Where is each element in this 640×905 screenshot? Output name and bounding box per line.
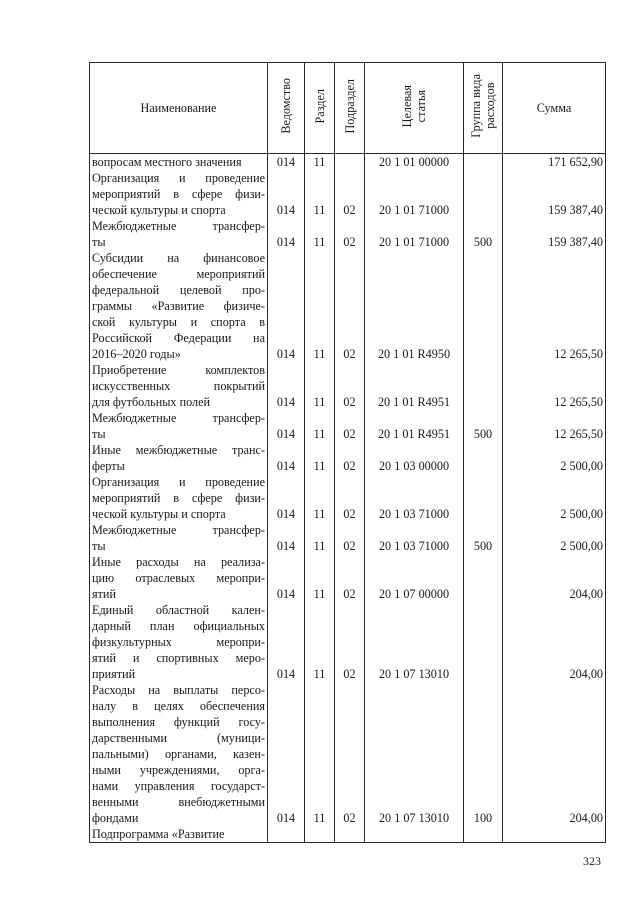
row-summa: 2 500,00 (503, 522, 606, 554)
row-name-line: Иные межбюджетные транс- (92, 443, 265, 457)
row-razdel: 11 (305, 442, 335, 474)
header-podrazdel-text: Подраздел (342, 78, 357, 134)
row-gruppa (464, 442, 503, 474)
header-celevaya (365, 63, 464, 154)
header-name (90, 63, 268, 154)
row-name-line: ской культуры и спорта в (92, 315, 265, 329)
table-row (90, 522, 606, 554)
header-gruppa-text (469, 74, 497, 138)
row-name-line: мероприятий в сфере физи- (92, 491, 265, 505)
row-name-line: Организация и проведение (92, 171, 265, 185)
row-vedomstvo (268, 826, 305, 843)
header-summa-text: Сумма (536, 101, 572, 115)
row-name (90, 474, 268, 522)
row-vedomstvo: 014 (268, 154, 305, 171)
row-celevaya: 20 1 01 71000 (365, 218, 464, 250)
row-celevaya: 20 1 01 R4951 (365, 410, 464, 442)
table-row (90, 170, 606, 218)
row-name (90, 554, 268, 602)
table-row (90, 474, 606, 522)
row-vedomstvo: 014 (268, 362, 305, 410)
row-name-line: Организация и проведение (92, 475, 265, 489)
table-row (90, 442, 606, 474)
row-celevaya: 20 1 07 13010 (365, 602, 464, 682)
row-name-line: Межбюджетные трансфер- (92, 523, 265, 537)
row-name-line: ты (92, 235, 106, 249)
header-summa (503, 63, 606, 154)
row-name-line: Единый областной кален- (92, 603, 265, 617)
row-razdel: 11 (305, 218, 335, 250)
row-podrazdel: 02 (335, 554, 365, 602)
row-podrazdel (335, 154, 365, 171)
row-name-line: вопросам местного значения (92, 155, 242, 169)
row-razdel: 11 (305, 362, 335, 410)
row-gruppa (464, 474, 503, 522)
row-gruppa (464, 826, 503, 843)
row-name (90, 170, 268, 218)
row-name-line: Расходы на выплаты персо- (92, 683, 265, 697)
row-podrazdel: 02 (335, 474, 365, 522)
row-name-line: нами управления государст- (92, 779, 265, 793)
row-celevaya: 20 1 03 00000 (365, 442, 464, 474)
header-celevaya-line1: Целевая (400, 84, 414, 128)
row-podrazdel: 02 (335, 170, 365, 218)
row-name-line: для футбольных полей (92, 395, 211, 409)
header-celevaya-line2: статья (414, 89, 428, 123)
row-summa: 204,00 (503, 602, 606, 682)
row-name-line: ферты (92, 459, 125, 473)
row-name-line: выполнения функций госу- (92, 715, 265, 729)
header-gruppa-line2: расходов (483, 82, 497, 130)
row-name-line: налу в целях обеспечения (92, 699, 265, 713)
row-name (90, 522, 268, 554)
row-summa: 12 265,50 (503, 362, 606, 410)
table-row (90, 554, 606, 602)
table-row (90, 250, 606, 362)
table-row (90, 362, 606, 410)
row-podrazdel: 02 (335, 602, 365, 682)
row-vedomstvo: 014 (268, 410, 305, 442)
row-vedomstvo: 014 (268, 602, 305, 682)
row-name-line: фондами (92, 811, 139, 825)
row-razdel: 11 (305, 410, 335, 442)
header-name-text: Наименование (140, 101, 217, 115)
row-name-line: венными внебюджетными (92, 795, 265, 809)
header-celevaya-text (400, 85, 428, 127)
row-celevaya: 20 1 01 71000 (365, 170, 464, 218)
row-name-line: искусственных покрытий (92, 379, 265, 393)
row-vedomstvo: 014 (268, 218, 305, 250)
row-celevaya: 20 1 07 13010 (365, 682, 464, 826)
row-summa: 2 500,00 (503, 442, 606, 474)
row-gruppa (464, 362, 503, 410)
header-razdel-text: Раздел (312, 88, 327, 124)
row-name (90, 602, 268, 682)
row-celevaya (365, 826, 464, 843)
row-razdel: 11 (305, 170, 335, 218)
row-name (90, 682, 268, 826)
table-row (90, 602, 606, 682)
budget-table (89, 62, 606, 843)
page-number: 323 (583, 854, 601, 868)
row-name (90, 410, 268, 442)
row-summa: 2 500,00 (503, 474, 606, 522)
row-celevaya: 20 1 01 R4951 (365, 362, 464, 410)
row-name-line: дарный план официальных (92, 619, 265, 633)
row-podrazdel: 02 (335, 682, 365, 826)
row-name-line: цию отраслевых меропри- (92, 571, 265, 585)
table-body (90, 154, 606, 843)
row-podrazdel: 02 (335, 362, 365, 410)
row-summa: 204,00 (503, 682, 606, 826)
row-name-line: ты (92, 539, 106, 553)
row-name-line: ческой культуры и спорта (92, 203, 226, 217)
row-celevaya: 20 1 07 00000 (365, 554, 464, 602)
table-row (90, 682, 606, 826)
row-gruppa: 500 (464, 522, 503, 554)
row-name-line: Иные расходы на реализа- (92, 555, 265, 569)
row-vedomstvo: 014 (268, 474, 305, 522)
row-gruppa: 500 (464, 218, 503, 250)
row-podrazdel (335, 826, 365, 843)
row-summa (503, 826, 606, 843)
row-name-line: мероприятий в сфере физи- (92, 187, 265, 201)
row-summa: 159 387,40 (503, 218, 606, 250)
header-gruppa-line1: Группа вида (469, 74, 483, 138)
row-razdel: 11 (305, 602, 335, 682)
table-row (90, 826, 606, 843)
row-razdel: 11 (305, 154, 335, 171)
row-razdel: 11 (305, 250, 335, 362)
row-name-line: физкультурных меропри- (92, 635, 265, 649)
row-podrazdel: 02 (335, 410, 365, 442)
row-summa: 12 265,50 (503, 250, 606, 362)
row-name-line: дарственными (муници- (92, 731, 265, 745)
header-vedomstvo (268, 63, 305, 154)
header-gruppa (464, 63, 503, 154)
row-summa: 159 387,40 (503, 170, 606, 218)
row-name-line: федеральной целевой про- (92, 283, 265, 297)
row-razdel (305, 826, 335, 843)
row-podrazdel: 02 (335, 218, 365, 250)
row-name-line: приятий (92, 667, 136, 681)
row-name (90, 362, 268, 410)
row-gruppa (464, 554, 503, 602)
row-gruppa (464, 170, 503, 218)
row-name-line: Межбюджетные трансфер- (92, 411, 265, 425)
row-name-line: пальными) органами, казен- (92, 747, 265, 761)
header-vedomstvo-text: Ведомство (279, 78, 293, 134)
row-vedomstvo: 014 (268, 554, 305, 602)
row-summa: 171 652,90 (503, 154, 606, 171)
row-name-line: Межбюджетные трансфер- (92, 219, 265, 233)
table-row (90, 410, 606, 442)
row-gruppa (464, 154, 503, 171)
row-gruppa: 100 (464, 682, 503, 826)
row-razdel: 11 (305, 522, 335, 554)
row-razdel: 11 (305, 682, 335, 826)
row-celevaya: 20 1 03 71000 (365, 522, 464, 554)
row-gruppa (464, 250, 503, 362)
row-name (90, 826, 268, 843)
row-vedomstvo: 014 (268, 682, 305, 826)
row-name-line: Субсидии на финансовое (92, 251, 265, 265)
row-name-line: ятий (92, 587, 116, 601)
header-row (90, 63, 606, 154)
row-gruppa: 500 (464, 410, 503, 442)
row-name-line: 2016–2020 годы» (92, 347, 181, 361)
row-name (90, 218, 268, 250)
row-vedomstvo: 014 (268, 170, 305, 218)
row-podrazdel: 02 (335, 442, 365, 474)
row-razdel: 11 (305, 474, 335, 522)
row-gruppa (464, 602, 503, 682)
row-celevaya: 20 1 03 71000 (365, 474, 464, 522)
row-name (90, 442, 268, 474)
row-summa: 12 265,50 (503, 410, 606, 442)
row-name-line: ными учреждениями, орга- (92, 763, 265, 777)
row-summa: 204,00 (503, 554, 606, 602)
row-podrazdel: 02 (335, 250, 365, 362)
row-celevaya: 20 1 01 00000 (365, 154, 464, 171)
row-vedomstvo: 014 (268, 522, 305, 554)
row-podrazdel: 02 (335, 522, 365, 554)
row-name-line: ты (92, 427, 106, 441)
row-razdel: 11 (305, 554, 335, 602)
row-name-line: граммы «Развитие физиче- (92, 299, 265, 313)
row-name-line: Приобретение комплектов (92, 363, 265, 377)
row-vedomstvo: 014 (268, 250, 305, 362)
row-name-line: обеспечение мероприятий (92, 267, 265, 281)
header-podrazdel (335, 63, 365, 154)
row-name-line: Российской Федерации на (92, 331, 265, 345)
row-celevaya: 20 1 01 R4950 (365, 250, 464, 362)
row-name (90, 250, 268, 362)
row-vedomstvo: 014 (268, 442, 305, 474)
row-name-line: ятий и спортивных меро- (92, 651, 265, 665)
header-razdel (305, 63, 335, 154)
row-name-line: ческой культуры и спорта (92, 507, 226, 521)
table-row (90, 154, 606, 171)
row-name (90, 154, 268, 171)
table-row (90, 218, 606, 250)
row-name-line: Подпрограмма «Развитие (92, 827, 225, 841)
